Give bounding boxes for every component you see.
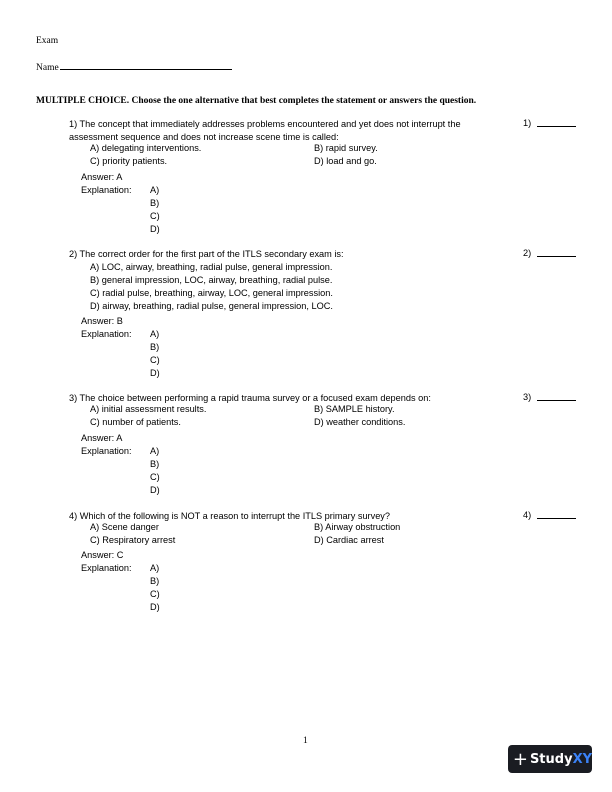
option-b: B) general impression, LOC, airway, breathing, radial pulse. [90, 275, 333, 285]
option-d: D) Cardiac arrest [314, 535, 384, 545]
question-stem: 4) Which of the following is NOT a reason to interrupt the ITLS primary survey? [69, 511, 391, 521]
explanation-b: B) [150, 576, 160, 586]
brand-suffix: XY [572, 751, 592, 767]
option-b: B) Airway obstruction [314, 522, 401, 532]
option-a: A) delegating interventions. [90, 143, 202, 153]
option-a: A) LOC, airway, breathing, radial pulse, general impression. [90, 262, 333, 272]
explanation-d: D) [150, 224, 160, 234]
answer-blank [537, 248, 576, 257]
explanation-d: D) [150, 485, 160, 495]
answer-key: Answer: A [81, 433, 123, 443]
name-line [60, 60, 232, 70]
answer-number: 4) [523, 510, 532, 520]
explanation-b: B) [150, 459, 160, 469]
question-stem: 2) The correct order for the first part of the ITLS secondary exam is: [69, 249, 344, 259]
explanation-c: C) [150, 211, 160, 221]
explanation-a: A) [150, 563, 160, 573]
question-stem: 1) The concept that immediately addresses problems encountered and yet does not interrupt the assessment sequence and does not increase scene time is called: [69, 119, 461, 142]
option-d: D) load and go. [314, 156, 377, 166]
option-a: A) initial assessment results. [90, 404, 207, 414]
answer-number: 2) [523, 248, 532, 258]
option-c: C) number of patients. [90, 417, 181, 427]
option-d: D) weather conditions. [314, 417, 406, 427]
explanation-c: C) [150, 355, 160, 365]
explanation-d: D) [150, 368, 160, 378]
answer-blank [537, 118, 576, 127]
answer-blank [537, 510, 576, 519]
explanation-d: D) [150, 602, 160, 612]
answer-key: Answer: A [81, 172, 123, 182]
name-label: Name [36, 63, 59, 73]
answer-number: 1) [523, 118, 532, 128]
explanation-label: Explanation: [81, 563, 132, 573]
page-number: 1 [303, 736, 308, 746]
option-c: C) Respiratory arrest [90, 535, 176, 545]
explanation-label: Explanation: [81, 446, 132, 456]
option-b: B) SAMPLE history. [314, 404, 395, 414]
answer-blank [537, 392, 576, 401]
option-c: C) priority patients. [90, 156, 168, 166]
option-b: B) rapid survey. [314, 143, 378, 153]
option-d: D) airway, breathing, radial pulse, general impression, LOC. [90, 301, 333, 311]
question-stem: 3) The choice between performing a rapid trauma survey or a focused exam depends on: [69, 393, 431, 403]
explanation-a: A) [150, 185, 160, 195]
answer-number: 3) [523, 392, 532, 402]
option-a: A) Scene danger [90, 522, 159, 532]
explanation-c: C) [150, 589, 160, 599]
exam-title: Exam [36, 36, 59, 46]
plus-icon: + [512, 748, 529, 770]
explanation-a: A) [150, 329, 160, 339]
section-instructions: MULTIPLE CHOICE. Choose the one alternative that best completes the statement or answers the question. [36, 96, 477, 106]
brand-prefix: Study [529, 751, 573, 767]
explanation-b: B) [150, 342, 160, 352]
explanation-a: A) [150, 446, 160, 456]
studyxy-logo[interactable] [508, 745, 592, 773]
explanation-b: B) [150, 198, 160, 208]
name-field [36, 60, 232, 73]
explanation-c: C) [150, 472, 160, 482]
answer-key: Answer: C [81, 550, 124, 560]
explanation-label: Explanation: [81, 329, 132, 339]
answer-key: Answer: B [81, 316, 123, 326]
explanation-label: Explanation: [81, 185, 132, 195]
option-c: C) radial pulse, breathing, airway, LOC, general impression. [90, 288, 333, 298]
